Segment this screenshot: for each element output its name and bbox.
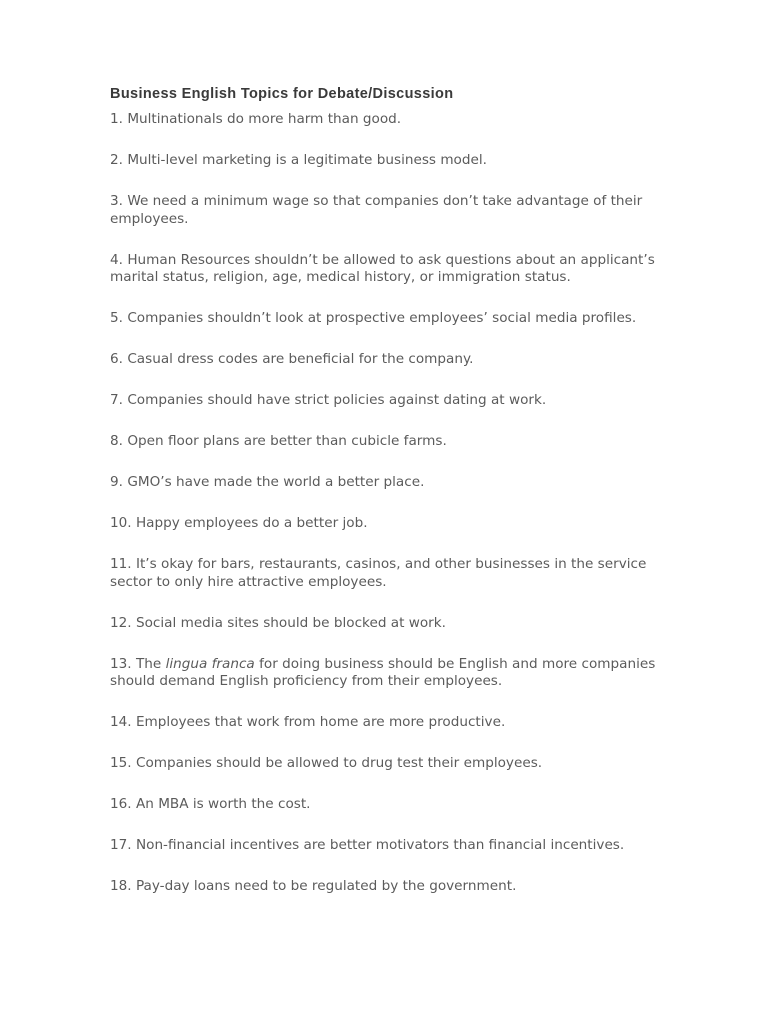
topic-item — [110, 252, 658, 287]
document-content — [110, 84, 658, 919]
topic-text: Human Resources shouldn’t be allowed to ask questions about an applicant’s marital status, religion, age, medical history, or immigration status. — [110, 251, 655, 285]
topic-item — [110, 796, 658, 814]
topic-number: 8. — [110, 433, 123, 449]
topic-number: 11. — [110, 556, 132, 572]
topic-number: 6. — [110, 351, 123, 367]
topic-text: GMO’s have made the world a better place. — [127, 474, 425, 490]
topic-text: Employees that work from home are more productive. — [135, 714, 506, 730]
document-title: Business English Topics for Debate/Discussion — [110, 86, 454, 102]
topic-number: 5. — [110, 310, 123, 326]
topic-text: Open floor plans are better than cubicle farms. — [127, 433, 447, 449]
topic-item — [110, 111, 658, 129]
topic-item — [110, 193, 658, 228]
topic-text: Companies shouldn’t look at prospective employees’ social media profiles. — [127, 310, 637, 326]
topic-item — [110, 615, 658, 633]
topic-number: 15. — [110, 755, 132, 771]
topic-item — [110, 755, 658, 773]
topic-number: 14. — [110, 714, 132, 730]
topic-number: 10. — [110, 515, 132, 531]
topic-text: Pay-day loans need to be regulated by the government. — [135, 878, 517, 894]
topic-number: 13. — [110, 655, 132, 672]
topic-item — [110, 714, 658, 732]
topic-item — [110, 310, 658, 328]
topic-number: 2. — [110, 152, 123, 168]
topic-text: We need a minimum wage so that companies don’t take advantage of their employees. — [110, 193, 643, 227]
topic-text: Happy employees do a better job. — [135, 515, 368, 531]
topic-number: 1. — [110, 111, 123, 127]
topic-text: Non-financial incentives are better motivators than financial incentives. — [135, 837, 625, 853]
topic-text: An MBA is worth the cost. — [135, 796, 311, 812]
topic-item — [110, 515, 658, 533]
topic-item — [110, 878, 658, 896]
topic-number: 17. — [110, 837, 132, 853]
topic-list — [110, 111, 658, 896]
topic-number: 9. — [110, 474, 123, 490]
topic-item — [110, 433, 658, 451]
topic-text: Casual dress codes are beneficial for the company. — [127, 351, 474, 367]
topic-text-rest: for doing business should be English and more companies should demand English proficiency from their employees. — [110, 655, 656, 689]
topic-item — [110, 556, 658, 591]
topic-number: 7. — [110, 392, 123, 408]
topic-item — [110, 837, 658, 855]
topic-number: 4. — [110, 251, 123, 268]
topic-item — [110, 474, 658, 492]
topic-text: Multi-level marketing is a legitimate business model. — [127, 152, 487, 168]
topic-number: 12. — [110, 614, 132, 631]
topic-number: 16. — [110, 796, 132, 812]
topic-text: Companies should be allowed to drug test their employees. — [135, 755, 543, 771]
topic-text: Multinationals do more harm than good. — [127, 111, 402, 127]
topic-text: Companies should have strict policies against dating at work. — [127, 392, 547, 408]
topic-number: 3. — [110, 193, 123, 209]
topic-item — [110, 152, 658, 170]
topic-italic-term: lingua franca — [165, 655, 255, 672]
topic-text: It’s okay for bars, restaurants, casinos, and other businesses in the service sector to only hire attractive employees. — [110, 556, 647, 590]
topic-item — [110, 392, 658, 410]
topic-item — [110, 351, 658, 369]
topic-number: 18. — [110, 878, 132, 894]
topic-text: Social media sites should be blocked at work. — [135, 614, 446, 631]
topic-item — [110, 656, 658, 691]
topic-text-lead: The — [135, 655, 162, 672]
